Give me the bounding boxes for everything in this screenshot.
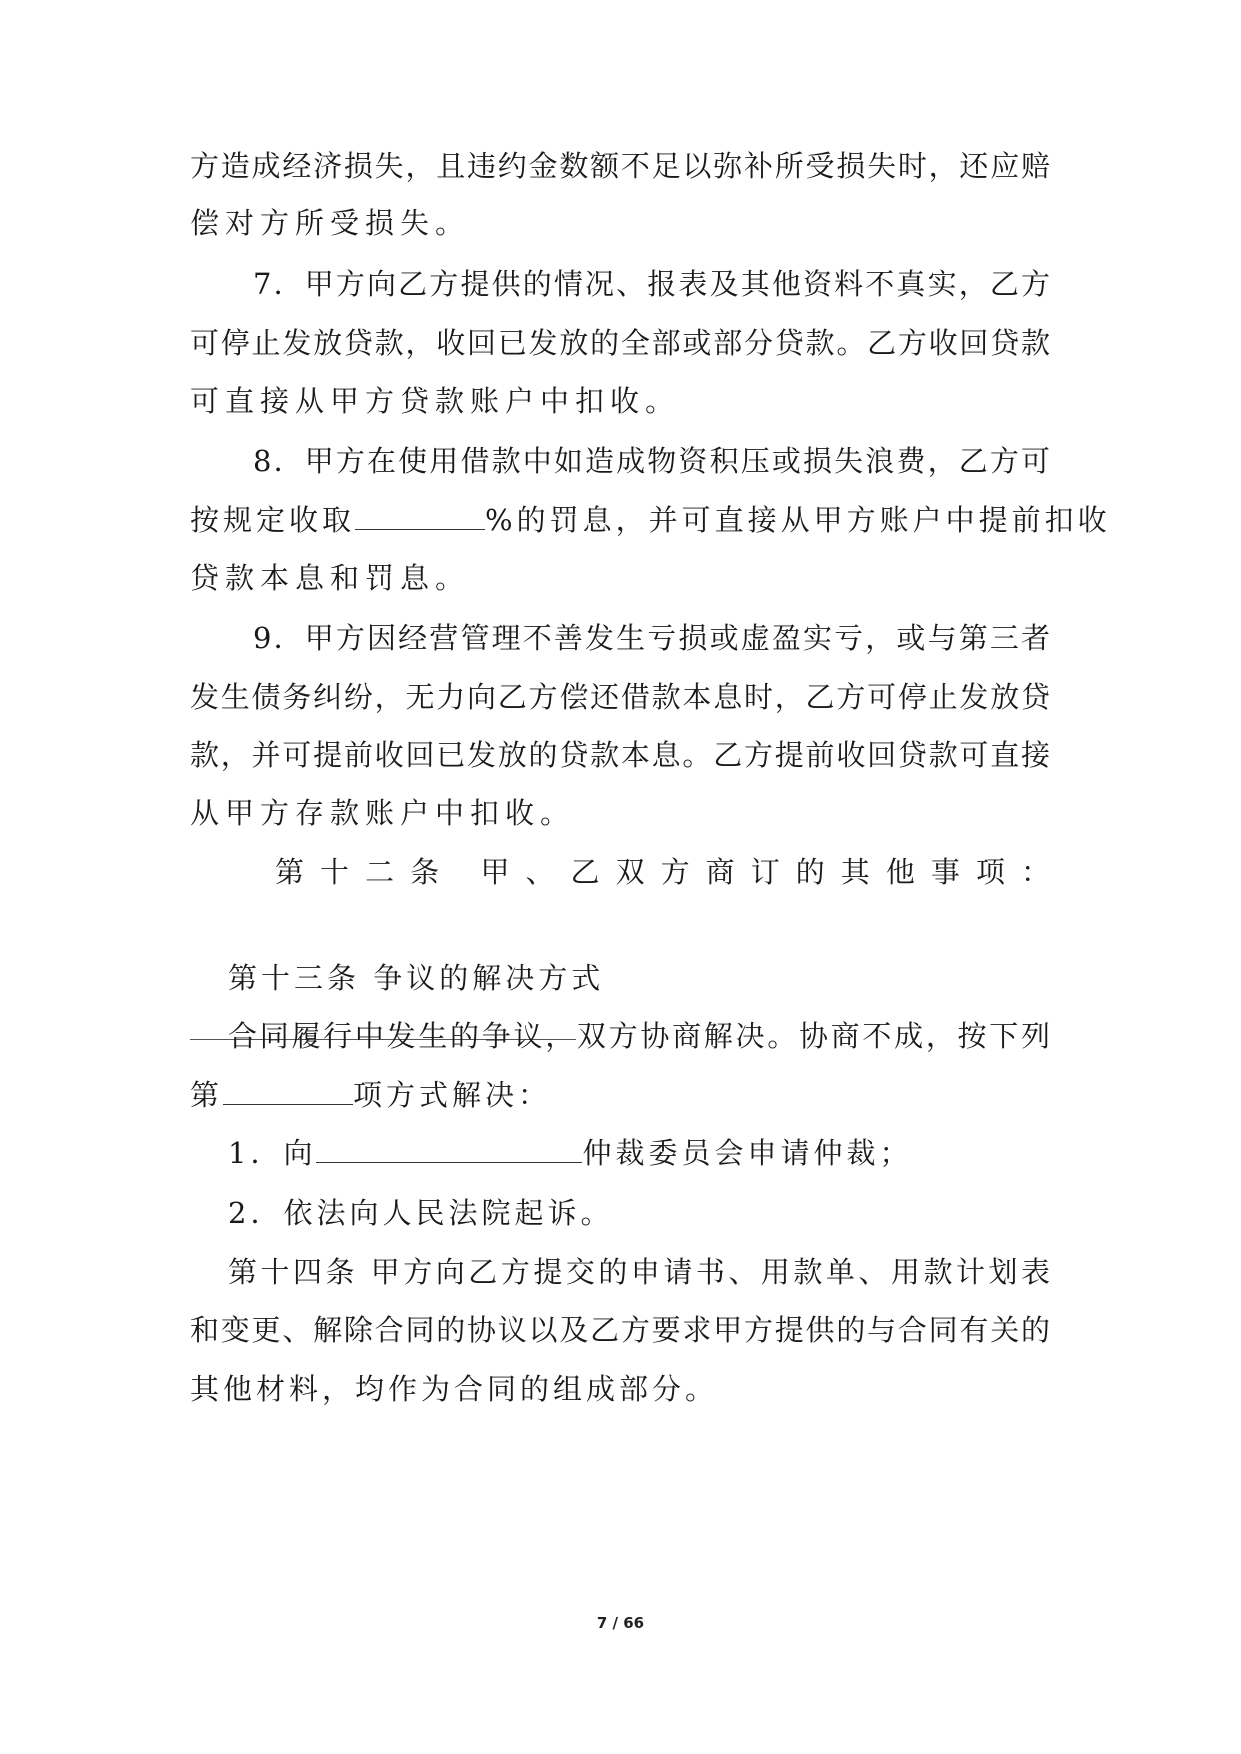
text-segment: 1．向 — [228, 1136, 317, 1170]
paragraph-line: 方造成经济损失，且违约金数额不足以弥补所受损失时，还应赔 — [190, 149, 1050, 183]
paragraph-line: 和变更、解除合同的协议以及乙方要求甲方提供的与合同有关的 — [190, 1313, 1050, 1347]
fill-in-blank — [316, 1134, 582, 1163]
paragraph-line: 其他材料，均作为合同的组成部分。 — [190, 1372, 719, 1406]
paragraph-line: 可直接从甲方贷款账户中扣收。 — [190, 384, 681, 418]
paragraph-line: 可停止发放贷款，收回已发放的全部或部分贷款。乙方收回贷款 — [190, 326, 1050, 360]
fill-in-blank — [355, 501, 485, 530]
option-1-line — [228, 1133, 1088, 1173]
option-2-line: 2．依法向人民法院起诉。 — [228, 1196, 614, 1230]
clause-8-line: 8．甲方在使用借款中如造成物资积压或损失浪费，乙方可 — [253, 444, 1050, 478]
paragraph-line: 合同履行中发生的争议，双方协商解决。协商不成，按下列 — [228, 1019, 1050, 1053]
fill-in-blank — [223, 1076, 353, 1105]
paragraph-line: 从甲方存款账户中扣收。 — [190, 796, 576, 830]
paragraph-line-with-blank — [190, 500, 1111, 540]
text-segment: 项方式解决： — [353, 1078, 552, 1112]
text-segment: 按规定收取 — [190, 503, 356, 537]
paragraph-line-with-blank — [190, 1075, 1050, 1115]
paragraph-line: 发生债务纠纷，无力向乙方偿还借款本息时，乙方可停止发放贷 — [190, 680, 1050, 714]
article-12-heading: 第十二条 甲、乙双方商订的其他事项： — [275, 855, 1050, 889]
article-13-heading: 第十三条 争议的解决方式 — [228, 961, 605, 995]
page-number: 7 / 66 — [596, 1614, 645, 1632]
text-segment: 仲裁委员会申请仲裁； — [582, 1136, 913, 1170]
paragraph-line: 偿对方所受损失。 — [190, 206, 471, 240]
clause-7-line: 7．甲方向乙方提供的情况、报表及其他资料不真实，乙方 — [253, 267, 1050, 301]
paragraph-line: 款，并可提前收回已发放的贷款本息。乙方提前收回贷款可直接 — [190, 738, 1050, 772]
text-segment: %的罚息，并可直接从甲方账户中提前扣收 — [485, 503, 1111, 537]
clause-9-line: 9．甲方因经营管理不善发生亏损或虚盈实亏，或与第三者 — [253, 621, 1050, 655]
paragraph-line: 贷款本息和罚息。 — [190, 561, 471, 595]
text-segment: 第 — [190, 1078, 224, 1112]
article-14-line: 第十四条 甲方向乙方提交的申请书、用款单、用款计划表 — [228, 1255, 1050, 1289]
